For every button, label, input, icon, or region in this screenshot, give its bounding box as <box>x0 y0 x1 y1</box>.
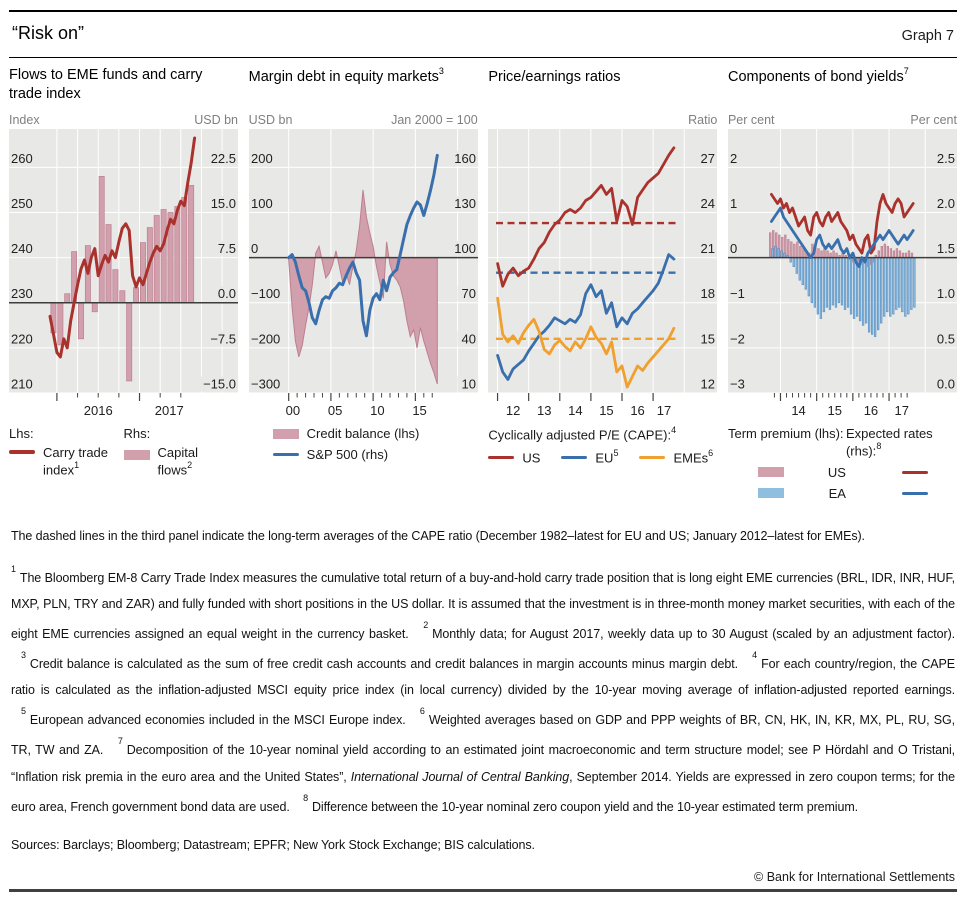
svg-text:0: 0 <box>729 241 738 257</box>
svg-text:70: 70 <box>461 286 476 302</box>
legend-label: S&P 500 (rhs) <box>306 447 389 462</box>
svg-text:100: 100 <box>453 241 476 257</box>
flows-carry-trade-chart <box>9 129 238 421</box>
ea-term-premium-bar-swatch <box>758 488 784 498</box>
dashed-lines-note: The dashed lines in the third panel indicate the long-term averages of the CAPE ratio (December 1982–latest for EU and US; January 2012–latest for EMEs). <box>11 528 865 543</box>
svg-text:21: 21 <box>700 241 716 257</box>
svg-text:220: 220 <box>11 331 33 347</box>
panel-title: Components of bond yields$^7$ <box>727 66 909 85</box>
svg-text:0.0: 0.0 <box>936 376 955 392</box>
svg-text:1.0: 1.0 <box>936 286 955 302</box>
capital-flows-bar-swatch <box>124 450 150 460</box>
svg-text:260: 260 <box>11 150 33 166</box>
svg-text:14: 14 <box>791 403 806 418</box>
eu-line-swatch <box>561 456 587 460</box>
svg-text:0.0: 0.0 <box>217 286 236 302</box>
legend-item-eu: $EU^5$ <box>561 449 618 465</box>
footnotes: $^1$The Bloomberg EM-8 Carry Trade Index measures the cumulative total return of a buy-and-hold carry trade position that is long eight EME currencies (BRL, IDR, INR, HUF, MXP, PLN, TRY and ZAR) and fully funded with short positions in the US dollar. It is assumed that the investment is in three-month money market securities, with each of the eight EME currencies assigned an equal weight in the currency basket. $^2$Monthly data; for August 2017, weekly data up to 30 August (scaled by an adjustment factor). $^3$Credit balance is calculated as the sum of free credit cash accounts and credit balances in margin accounts minus margin debt. $^4$For each country/region, the CAPE ratio is calculated as the inflation-adjusted MSCI equity price index (in local currency) divided by the 10-year moving average of inflation-adjusted reported earnings. $^5$European advanced economies included in the MSCI Europe index. $^6$Weighted averages based on GDP and PPP weights of BR, CN, HK, IN, KR, MX, PL, RU, SG, TR, TW and ZA. $^7$Decomposition of the 10-year nominal yield according to an estimated joint macroeconomic and term structure model; see P Hördahl and O Tristani, “Inflation risk premia in the euro area and the United States”, International Journal of Central Banking, September 2014. Yields are expressed in zero coupon terms; for the euro area, French government bond data are used. $^8$Difference between the 10-year nominal zero coupon yield and the 10-year estimated term premium. <box>11 563 956 814</box>
svg-text:22.5: 22.5 <box>210 150 236 166</box>
svg-text:−1: −1 <box>729 286 745 302</box>
legend-cape <box>488 426 717 466</box>
sources-line: Sources: Barclays; Bloomberg; Datastream; EPFR; New York Stock Exchange; BIS calculations. <box>11 837 535 852</box>
notes-block <box>9 523 957 858</box>
legend-lhs-header: Term premium (lhs): <box>727 426 844 441</box>
panel-bond-yields <box>728 67 957 507</box>
svg-text:12: 12 <box>506 403 521 418</box>
legend-rhs-header: Rhs: <box>123 426 151 441</box>
svg-text:40: 40 <box>461 331 476 347</box>
svg-text:210: 210 <box>11 376 33 392</box>
unit-left: USD bn <box>248 113 293 127</box>
svg-text:1.5: 1.5 <box>936 241 955 257</box>
svg-text:27: 27 <box>700 150 716 166</box>
svg-text:00: 00 <box>285 403 300 418</box>
legend-row-us <box>728 465 846 480</box>
unit-right: Jan 2000 = 100 <box>391 113 478 127</box>
svg-text:15: 15 <box>827 403 842 418</box>
svg-text:24: 24 <box>700 195 716 211</box>
panel-title: Margin debt in equity markets$^3$ <box>248 66 444 85</box>
panel-title: Price/earnings ratios <box>488 68 621 85</box>
svg-text:05: 05 <box>327 403 343 418</box>
svg-text:16: 16 <box>630 403 646 418</box>
unit-left: Per cent <box>727 113 775 127</box>
panel-title: Flows to EME funds and carry trade index <box>9 67 203 102</box>
graph-number: Graph 7 <box>901 27 954 44</box>
svg-text:17: 17 <box>894 403 909 418</box>
svg-text:2.5: 2.5 <box>936 150 955 166</box>
legend-flows <box>9 426 238 479</box>
page-title: “Risk on” <box>12 22 85 43</box>
svg-text:15: 15 <box>700 331 716 347</box>
svg-text:15.0: 15.0 <box>210 195 236 211</box>
svg-text:100: 100 <box>250 195 273 211</box>
svg-text:0: 0 <box>250 241 258 257</box>
svg-text:7.5: 7.5 <box>217 241 236 257</box>
header <box>9 12 957 57</box>
svg-text:130: 130 <box>453 195 476 211</box>
unit-left: Index <box>9 113 40 127</box>
svg-text:250: 250 <box>11 195 33 211</box>
us-line-swatch <box>488 456 514 460</box>
legend-item-emes: EMEs$^6$ <box>639 449 713 465</box>
legend-label: Credit balance (lhs) <box>306 426 420 441</box>
legend-item-us: US <box>488 449 540 465</box>
unit-right: USD bn <box>194 113 238 127</box>
svg-text:−200: −200 <box>250 331 280 347</box>
svg-text:12: 12 <box>700 376 716 392</box>
legend-lhs-header: Lhs: <box>9 426 34 441</box>
panel-flows-carry <box>9 67 238 507</box>
panel-margin-debt <box>249 67 478 507</box>
credit-balance-area-swatch <box>273 429 299 439</box>
axis-units <box>249 111 478 129</box>
copyright: © Bank for International Settlements <box>754 870 955 884</box>
us-expected-rates-line-swatch <box>902 471 928 475</box>
svg-text:17: 17 <box>657 403 672 418</box>
svg-text:1: 1 <box>729 195 738 211</box>
us-term-premium-bar-swatch <box>758 467 784 477</box>
svg-text:15: 15 <box>599 403 614 418</box>
header-rule <box>9 57 957 59</box>
svg-text:0.5: 0.5 <box>936 331 955 347</box>
svg-text:2016: 2016 <box>83 403 113 418</box>
carry-trade-line-swatch <box>9 450 35 454</box>
pe-ratios-chart <box>488 129 717 421</box>
legend-header: Cyclically adjusted P/E (CAPE):$^4$ <box>488 425 677 443</box>
bottom-rule <box>9 889 957 892</box>
svg-text:160: 160 <box>453 150 476 166</box>
svg-text:−15.0: −15.0 <box>203 376 236 392</box>
unit-right: Ratio <box>688 113 718 127</box>
svg-text:2: 2 <box>729 150 738 166</box>
axis-units <box>488 111 717 129</box>
svg-text:14: 14 <box>568 403 583 418</box>
axis-units <box>728 111 957 129</box>
legend-label: US <box>827 464 846 480</box>
svg-text:13: 13 <box>537 403 552 418</box>
svg-text:10: 10 <box>369 403 385 418</box>
svg-text:10: 10 <box>461 376 476 392</box>
svg-text:230: 230 <box>11 286 33 302</box>
svg-text:16: 16 <box>863 403 879 418</box>
panel-pe-ratios <box>488 67 717 507</box>
emes-line-swatch <box>639 456 665 460</box>
legend-rhs-header: Expected rates (rhs):$^8$ <box>845 426 933 459</box>
legend-bond-yields <box>728 426 957 507</box>
chart-panels <box>9 67 957 507</box>
svg-text:−2: −2 <box>729 331 745 347</box>
bond-yields-chart <box>728 129 957 421</box>
legend-label: Carry trade index$^1$ <box>43 445 109 478</box>
axis-units <box>9 111 238 129</box>
svg-text:200: 200 <box>250 150 273 166</box>
legend-margin-debt <box>249 426 478 468</box>
svg-text:−100: −100 <box>250 286 280 302</box>
svg-text:2.0: 2.0 <box>936 195 955 211</box>
svg-text:2017: 2017 <box>154 403 184 418</box>
svg-text:240: 240 <box>11 241 33 257</box>
legend-label: EA <box>828 485 846 501</box>
sp500-line-swatch <box>273 453 299 457</box>
svg-text:15: 15 <box>411 403 427 418</box>
svg-text:−300: −300 <box>250 376 280 392</box>
legend-row-ea <box>728 486 846 501</box>
legend-label: Capital flows$^2$ <box>157 445 198 478</box>
margin-debt-chart <box>249 129 478 421</box>
svg-text:−3: −3 <box>729 376 745 392</box>
svg-text:−7.5: −7.5 <box>210 331 236 347</box>
unit-right: Per cent <box>910 113 957 127</box>
ea-expected-rates-line-swatch <box>902 492 928 496</box>
svg-text:18: 18 <box>700 286 716 302</box>
